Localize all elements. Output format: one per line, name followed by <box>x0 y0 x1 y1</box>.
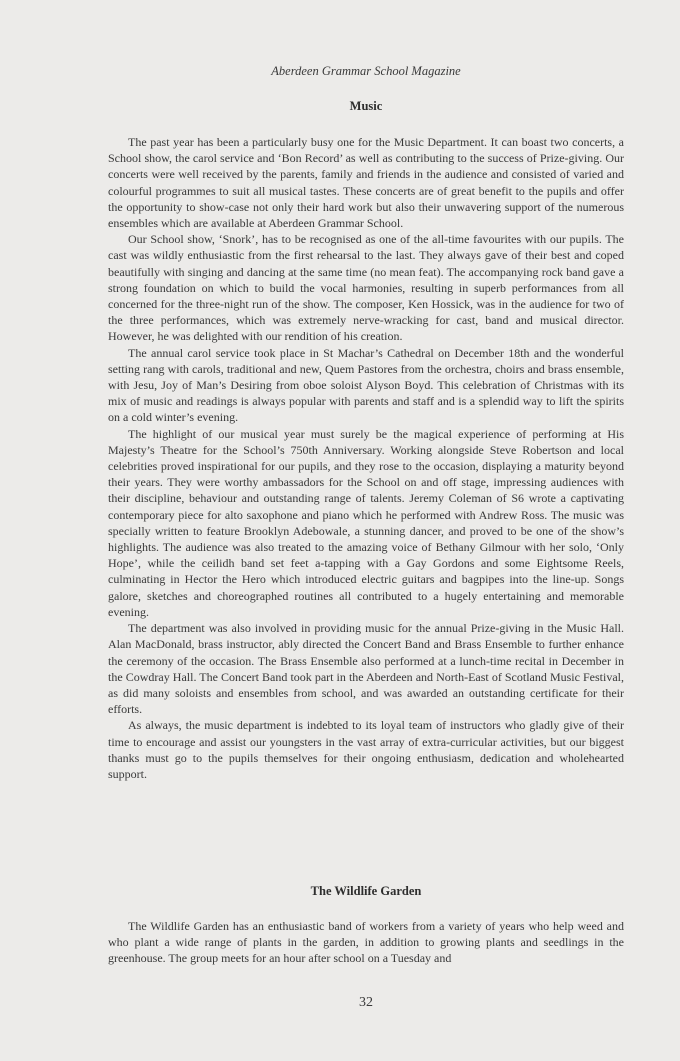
wildlife-paragraph-1: The Wildlife Garden has an enthusiastic band of workers from a variety of years who help weed and who plant a wide range of plants in the garden, in addition to growing plants and seedlings in the greenhouse. The group meets for an hour after school on a Tuesday and <box>108 919 624 966</box>
music-paragraph-1: The past year has been a particularly busy one for the Music Department. It can boast two concerts, a School show, the carol service and ‘Bon Record’ as well as contributing to the success of Prize-giving. Our concerts were well received by the parents, family and friends in the audience and consisted of varied and colourful programmes to suit all musical tastes. These concerts are of great benefit to the pupils and offer the opportunity to show-case not only their hard work but also their unwavering support of the numerous ensembles which are available at Aberdeen Grammar School. <box>108 135 624 231</box>
wildlife-section-title: The Wildlife Garden <box>310 884 422 898</box>
wildlife-section-body <box>108 918 624 967</box>
music-paragraph-4: The highlight of our musical year must surely be the magical experience of performing at His Majesty’s Theatre for the School’s 750th Anniversary. Working alongside Steve Robertson and local celebrities proved inspirational for our pupils, and they rose to the occasion, displaying a maturity beyond their years. They were worthy ambassadors for the School on and off stage, impressing audiences with their discipline, behaviour and outstanding range of talents. Jeremy Coleman of S6 wrote a captivating contemporary piece for alto saxophone and piano which he performed with Andrew Ross. The music was specially written to feature Brooklyn Adebowale, a stunning dancer, and proved to be one of the show’s highlights. The audience was also treated to the amazing voice of Bethany Gilmour with her solo, ‘Only Hope’, while the ceilidh band set feet a-tapping with a Gay Gordons and some Eightsome Reels, culminating in Hector the Hero which introduced electric guitars and bagpipes into the line-up. Songs galore, sketches and choreographed routines all contributed to a hugely entertaining and memorable evening. <box>108 426 624 619</box>
music-paragraph-3: The annual carol service took place in St Machar’s Cathedral on December 18th and the wonderful setting rang with carols, traditional and new, Quem Pastores from the orchestra, choirs and brass ensemble, with Jesu, Joy of Man’s Desiring from oboe soloist Alyson Boyd. This celebration of Christmas with its mix of music and readings is always popular with parents and staff and is a splendid way to lift the spirits on a cold winter’s evening. <box>108 345 624 425</box>
music-paragraph-5: The department was also involved in providing music for the annual Prize-giving in the Music Hall. Alan MacDonald, brass instructor, ably directed the Concert Band and Brass Ensemble to further enhance the ceremony of the occasion. The Brass Ensemble also performed at a lunch-time recital in December in the Cowdray Hall. The Concert Band took part in the Aberdeen and North-East of Scotland Music Festival, as did many soloists and ensembles from school, and was awarded an outstanding certificate for their efforts. <box>108 621 624 717</box>
page-number: 32 <box>359 995 373 1010</box>
music-section-title: Music <box>349 99 383 113</box>
music-section-body <box>108 134 624 782</box>
magazine-page <box>108 0 624 1061</box>
music-paragraph-2: Our School show, ‘Snork’, has to be recognised as one of the all-time favourites with our pupils. The cast was wildly enthusiastic from the first rehearsal to the last. They always gave of their best and coped beautifully with singing and dancing at the same time (no mean feat). The accompanying rock band gave a strong foundation on which to build the vocal harmonies, resulting in superb performances from all concerned for the three-night run of the show. The composer, Ken Hossick, was in the audience for two of the three performances, which was extremely nerve-wracking for cast, band and musical director. However, he was delighted with our rendition of his creation. <box>108 232 624 344</box>
running-header: Aberdeen Grammar School Magazine <box>271 64 461 78</box>
music-paragraph-6: As always, the music department is indebted to its loyal team of instructors who gladly give of their time to encourage and assist our youngsters in the vast array of extra-curricular activities, but our biggest thanks must go to the pupils themselves for their ongoing enthusiasm, dedication and wholehearted support. <box>108 718 624 781</box>
